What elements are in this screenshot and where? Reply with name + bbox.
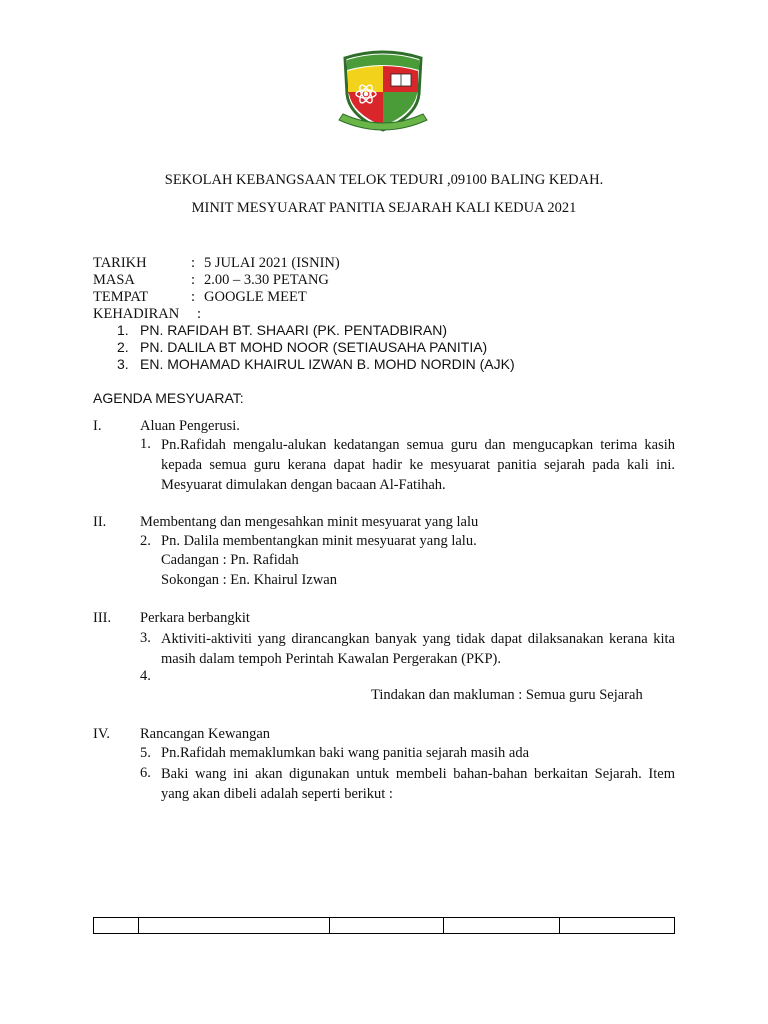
table-cell <box>443 918 559 934</box>
school-crest-logo <box>333 44 433 140</box>
kehadiran-sep: : <box>197 306 202 322</box>
minutes-title: MINIT MESYUARAT PANITIA SEJARAH KALI KEDUA 2021 <box>191 200 577 216</box>
attendee-name: PN. RAFIDAH BT. SHAARI (PK. PENTADBIRAN) <box>140 322 448 338</box>
table-row <box>94 918 675 934</box>
info-sep: : <box>191 289 196 305</box>
item-number: 6. <box>140 765 151 781</box>
section-title: Aluan Pengerusi. <box>140 418 240 434</box>
agenda-heading: AGENDA MESYUARAT: <box>93 390 244 406</box>
item-table <box>93 917 675 934</box>
item-text: Pn. Dalila membentangkan minit mesyuarat yang lalu. <box>161 533 477 549</box>
section-numeral: III. <box>93 610 112 626</box>
book-icon <box>391 74 411 86</box>
section-numeral: IV. <box>93 726 111 742</box>
table-cell <box>138 918 330 934</box>
section-title: Perkara berbangkit <box>140 610 250 626</box>
table-cell <box>94 918 139 934</box>
school-name-heading: SEKOLAH KEBANGSAAN TELOK TEDURI ,09100 BALING KEDAH. <box>164 172 604 188</box>
item-number: 3. <box>140 630 151 646</box>
table-cell <box>559 918 674 934</box>
info-label-masa: MASA <box>93 272 135 288</box>
item-text: Pn.Rafidah memaklumkan baki wang panitia sejarah masih ada <box>161 745 530 761</box>
table-cell <box>330 918 443 934</box>
sokongan-line: Sokongan : En. Khairul Izwan <box>161 572 337 588</box>
item-text: Aktiviti-aktiviti yang dirancangkan banyak yang tidak dapat dilaksanakan kerana kita masih dalam tempoh Perintah Kawalan Pergerakan (PKP). <box>161 631 675 667</box>
attendee-number: 2. <box>117 339 129 355</box>
attendee-number: 1. <box>117 322 129 338</box>
attendee-number: 3. <box>117 356 129 372</box>
info-label-tarikh: TARIKH <box>93 255 147 271</box>
item-number: 5. <box>140 745 151 761</box>
item-number: 4. <box>140 668 151 684</box>
item-number: 1. <box>140 436 151 452</box>
section-title: Rancangan Kewangan <box>140 726 271 742</box>
tindakan-line: Tindakan dan makluman : Semua guru Sejarah <box>371 687 643 703</box>
item-text: Pn.Rafidah mengalu-alukan kedatangan semua guru dan mengucapkan terima kasih kepada semua guru kerana dapat hadir ke mesyuarat panitia sejarah pada kali ini. Mesyuarat dimulakan dengan bacaan Al-Fatihah. <box>161 437 675 493</box>
attendee-name: PN. DALILA BT MOHD NOOR (SETIAUSAHA PANITIA) <box>140 339 488 355</box>
attendee-name: EN. MOHAMAD KHAIRUL IZWAN B. MOHD NORDIN (AJK) <box>140 356 515 372</box>
item-text: Baki wang ini akan digunakan untuk membeli bahan-bahan berkaitan Sejarah. Item yang akan dibeli adalah seperti berikut : <box>161 766 675 802</box>
kehadiran-label: KEHADIRAN <box>93 306 180 322</box>
info-label-tempat: TEMPAT <box>93 289 149 305</box>
section-numeral: I. <box>93 418 102 434</box>
item-number: 2. <box>140 533 151 549</box>
section-numeral: II. <box>93 514 107 530</box>
info-sep: : <box>191 272 196 288</box>
cadangan-line: Cadangan : Pn. Rafidah <box>161 552 299 568</box>
info-value-tarikh: 5 JULAI 2021 (ISNIN) <box>204 255 340 271</box>
info-sep: : <box>191 255 196 271</box>
info-value-tempat: GOOGLE MEET <box>204 289 307 305</box>
section-title: Membentang dan mengesahkan minit mesyuarat yang lalu <box>140 514 479 530</box>
info-value-masa: 2.00 – 3.30 PETANG <box>204 272 329 288</box>
